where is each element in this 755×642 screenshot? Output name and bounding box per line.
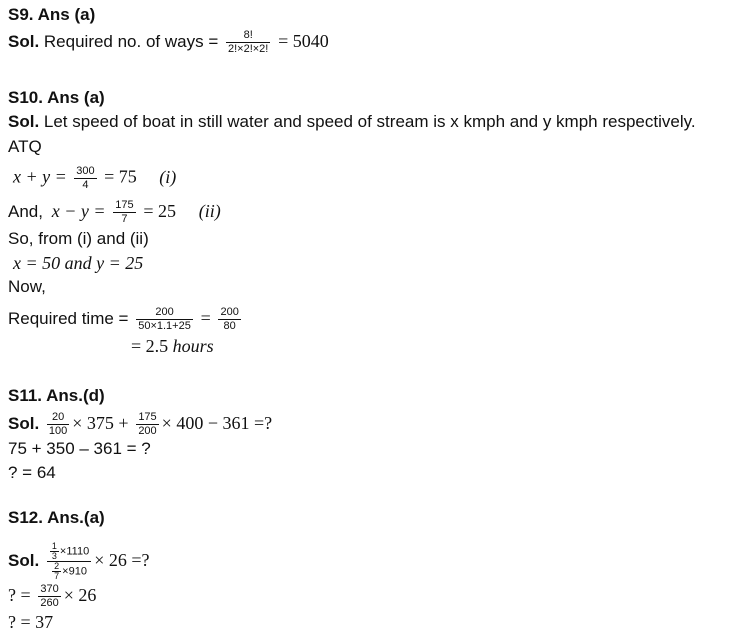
- s11-fraction-1: $\frac{20}{100}$: [48, 411, 68, 437]
- s9-heading: S9. Ans (a): [8, 5, 96, 24]
- s10-result-line: x = 50 and y = 25: [13, 253, 144, 273]
- sol-label: Sol.: [8, 112, 40, 131]
- s12-frac-one-third: $\frac{1}{3}$: [51, 541, 57, 561]
- s9-solution: [8, 29, 329, 56]
- s10-time-fraction-2: $\frac{200}{80}$: [220, 306, 239, 332]
- s11-line-2: 75 + 350 – 361 = ?: [8, 439, 151, 458]
- sol-label: Sol.: [8, 413, 40, 433]
- s9-result: = 5040: [278, 30, 329, 51]
- s10-time-fraction-1: $\frac{200}{50\times 1.1+25}$: [138, 306, 191, 332]
- s10-equation-1: x + y = $\frac{300}{4}$ = 75 (i): [13, 165, 177, 191]
- s10-final-answer: = 2.5 hours: [131, 336, 214, 356]
- s10-so-line: So, from (i) and (ii): [8, 229, 149, 248]
- s12-heading: S12. Ans.(a): [8, 508, 105, 527]
- s10-eq1-fraction: $\frac{300}{4}$: [76, 165, 95, 191]
- s12-complex-fraction: $\frac{1}{3}$ ×1110 $\frac{2}{7}$ ×910: [47, 542, 91, 581]
- s9-text: Required no. of ways =: [39, 31, 219, 51]
- s10-heading: S10. Ans (a): [8, 88, 105, 107]
- s11-heading: S11. Ans.(d): [8, 386, 105, 405]
- s11-fraction-2: $\frac{175}{200}$: [138, 411, 157, 437]
- s10-atq: ATQ: [8, 137, 42, 156]
- s10-eq2-fraction: $\frac{175}{7}$: [115, 199, 134, 225]
- s11-line-3: ? = 64: [8, 463, 56, 482]
- s12-solution: Sol. $\frac{1}{3}$ ×1110 $\frac{2}{7}$ ×910 × 26 =?: [8, 541, 150, 581]
- s12-frac-two-sevenths: $\frac{2}{7}$: [54, 561, 60, 581]
- s12-line2-fraction: $\frac{370}{260}$: [40, 583, 59, 609]
- s12-line-3: ? = 37: [8, 612, 54, 632]
- sol-label: Sol.: [8, 550, 40, 570]
- s10-time-line: Required time = $\frac{200}{50\times 1.1+25}$ = $\frac{200}{80}$: [8, 306, 239, 332]
- s10-solution-text: Sol. Let speed of boat in still water and speed of stream is x kmph and y kmph respectively.: [8, 112, 696, 131]
- s10-now: Now,: [8, 277, 46, 296]
- s11-solution: Sol. $\frac{20}{100}$ × 375 + $\frac{175}{200}$ × 400 − 361 =?: [8, 411, 273, 437]
- s10-equation-2: And, x − y = $\frac{175}{7}$ = 25 (ii): [8, 199, 221, 225]
- s9-fraction: $\frac{8!}{2!\times 2!\times 2!}$: [227, 29, 269, 55]
- s12-line-2: ? = $\frac{370}{260}$ × 26: [8, 583, 97, 609]
- sol-label: Sol.: [8, 31, 40, 51]
